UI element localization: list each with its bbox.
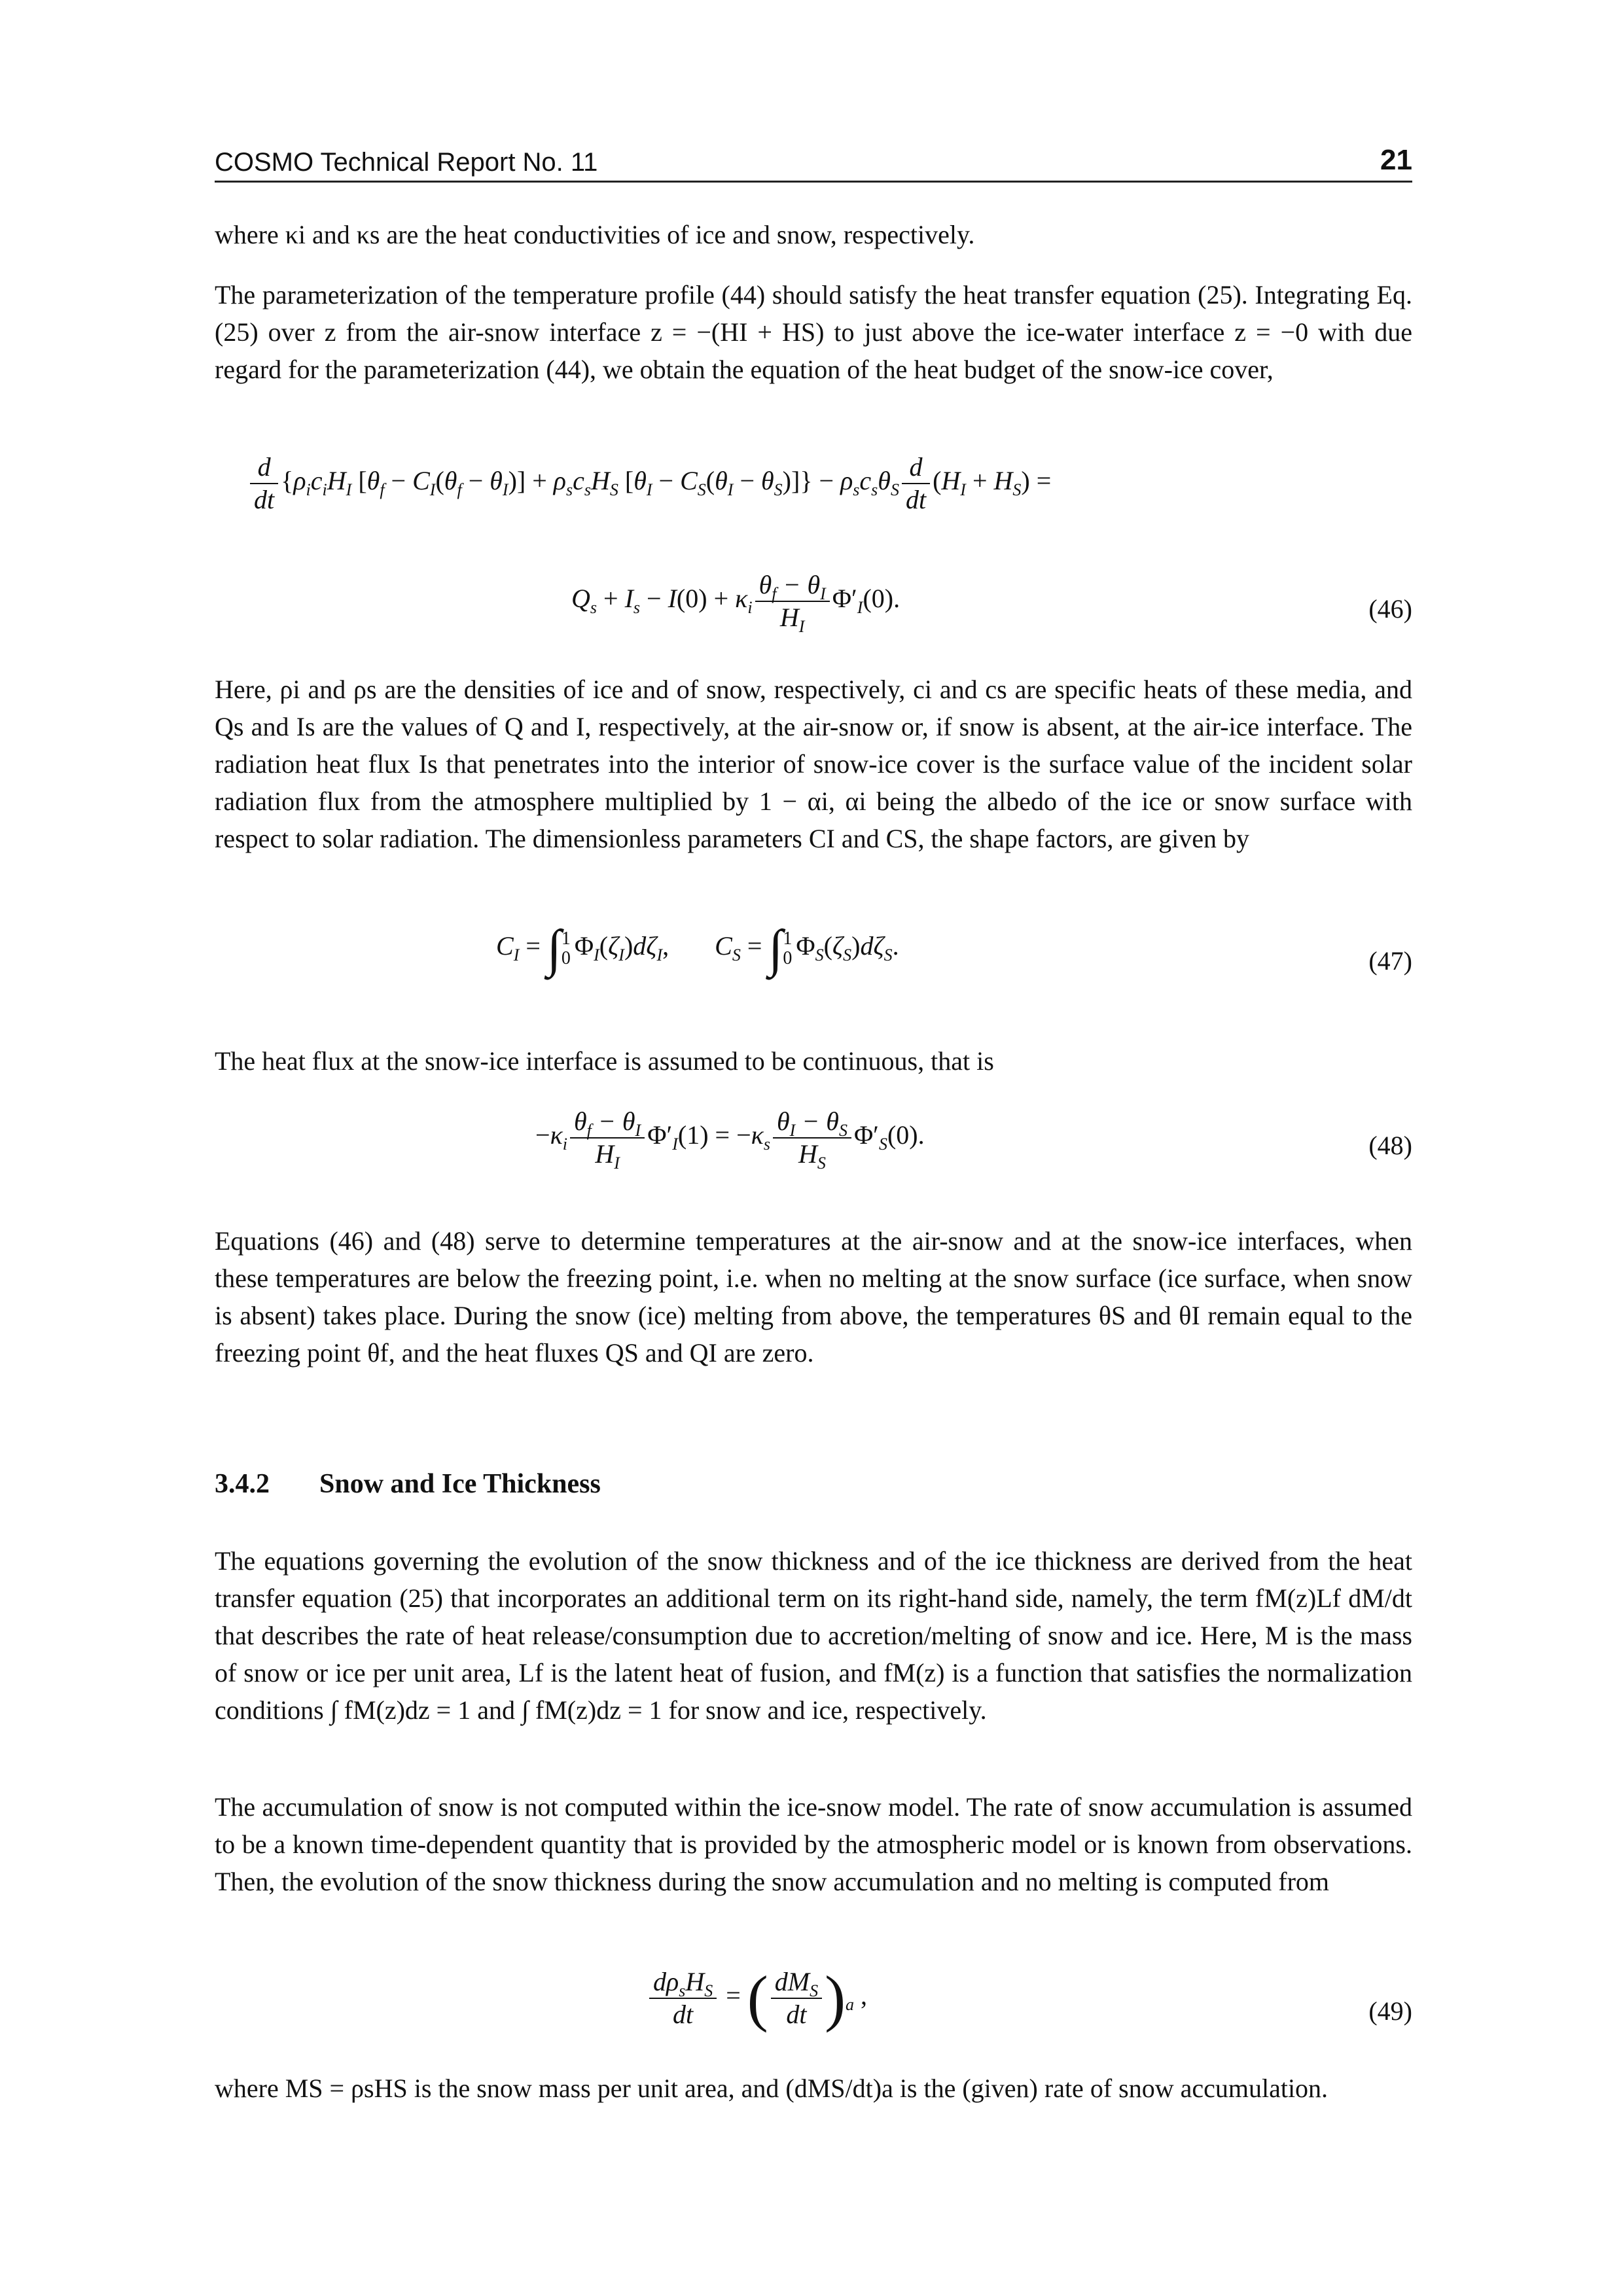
equation-48: [215, 1106, 1412, 1184]
paragraph-4: [215, 1042, 1412, 1080]
paragraph-3: [215, 671, 1412, 857]
paragraph-6: [215, 1542, 1412, 1729]
paragraph-7: [215, 1788, 1412, 1900]
equation-48-number: (48): [1368, 1131, 1412, 1160]
running-header: [215, 141, 1412, 183]
paragraph-1-text: where κi and κs are the heat conductivities of ice and snow, respectively.: [215, 220, 975, 249]
paragraph-3-text: Here, ρi and ρs are the densities of ice and of snow, respectively, ci and cs are specific heats of these media, and Qs and Is are the values of Q and I, respectively, at the air-snow or, if snow is absent, at the air-ice interface. The radiation heat flux Is that penetrates into the interior of snow-ice cover is the surface value of the incident solar radiation flux from the atmosphere multiplied by 1 − αi, αi being the albedo of the ice or snow surface with respect to solar radiation. The dimensionless parameters CI and CS, the shape factors, are given by: [215, 675, 1412, 853]
equation-49: [215, 1963, 1412, 2061]
section-title: Snow and Ice Thickness: [319, 1469, 601, 1499]
equation-46-rhs: $Q_s + I_s - I(0) + \kappa_i$ $\frac{\theta_f - \theta_I}{H_I}$ $\Phi'_I(0)$.: [571, 570, 901, 636]
paragraph-8-text: where MS = ρsHS is the snow mass per unit area, and (dMS/dt)a is the (given) rate of snow accumulation.: [215, 2074, 1329, 2103]
equation-47-number: (47): [1368, 946, 1412, 976]
section-heading: [215, 1466, 601, 1503]
equation-46-line-2: [215, 569, 1412, 648]
equation-49-number: (49): [1368, 1996, 1412, 2026]
paragraph-2-text: The parameterization of the temperature profile (44) should satisfy the heat transfer equation (25). Integrating Eq. (25) over z from the air-snow interface z = −(HI + HS) to just above the ice-water interface z = −0 with due regard for the parameterization (44), we obtain the equation of the heat budget of the snow-ice cover,: [215, 280, 1412, 384]
equation-46-line-1: [215, 451, 1412, 530]
paragraph-4-text: The heat flux at the snow-ice interface is assumed to be continuous, that is: [215, 1046, 994, 1076]
paragraph-6-text: The equations governing the evolution of the snow thickness and of the ice thickness are derived from the heat transfer equation (25) that incorporates an additional term on its right-hand side, namely, the term fM(z)Lf dM/dt that describes the rate of heat release/consumption due to accretion/melting of snow and ice. Here, M is the mass of snow or ice per unit area, Lf is the latent heat of fusion, and fM(z) is a function that satisfies the normalization conditions ∫ fM(z)dz = 1 and ∫ fM(z)dz = 1 for snow and ice, respectively.: [215, 1546, 1412, 1725]
section-number: 3.4.2: [215, 1469, 270, 1499]
equation-49-body: $\frac{d\rho_sH_S}{dt}$ = ( $\frac{dM_S}{dt}$ )$_a$ ,: [647, 1966, 867, 2030]
equation-47: [215, 916, 1412, 1008]
paragraph-8: [215, 2070, 1412, 2107]
paragraph-5-text: Equations (46) and (48) serve to determine temperatures at the air-snow and at the snow-ice interfaces, when these temperatures are below the freezing point, i.e. when no melting at the snow surface (ice surface, when snow is absent) takes place. During the snow (ice) melting from above, the temperatures θS and θI remain equal to the freezing point θf, and the heat fluxes QS and QI are zero.: [215, 1226, 1412, 1368]
paragraph-5: [215, 1222, 1412, 1371]
equation-46-number: (46): [1368, 594, 1412, 624]
paragraph-2: [215, 276, 1412, 388]
equation-46-lhs: $\frac{d}{dt}$ {$\rho_ic_iH_I$ $[\theta_f - C_I(\theta_f - \theta_I)] + \rho_sc_sH_S$ $[\theta_I - C_S(\theta_I - \theta_S)]\} - \rho_sc_s\theta_S$ $\frac{d}{dt}$ $(H_I + H_S)$ =: [247, 451, 1051, 516]
equation-47-body: $C_I$ = ∫ 1 0 $\Phi_I(\zeta_I)d\zeta_I$, $C_S$ = ∫ 1 0 $\Phi_S(\zeta_S)d\zeta_S$.: [496, 920, 899, 978]
paragraph-7-text: The accumulation of snow is not computed within the ice-snow model. The rate of snow accumulation is assumed to be a known time-dependent quantity that is provided by the atmospheric model or is known from observations. Then, the evolution of the snow thickness during the snow accumulation and no melting is computed from: [215, 1792, 1412, 1896]
equation-48-body: $-\kappa_i$ $\frac{\theta_f - \theta_I}{H_I}$ $\Phi'_I(1) = -\kappa_s$ $\frac{\theta_I - \theta_S}{H_S}$ $\Phi'_S(0)$.: [535, 1106, 925, 1173]
page-number: 21: [1380, 144, 1412, 176]
report-title: COSMO Technical Report No. 11: [215, 148, 598, 177]
paragraph-1: [215, 216, 1412, 253]
